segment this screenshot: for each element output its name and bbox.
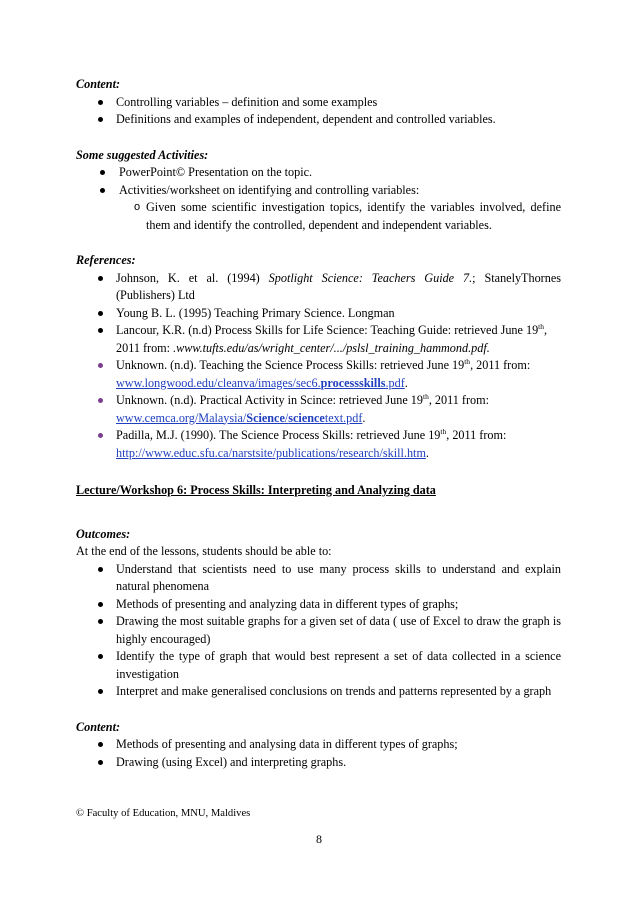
page-number: 8 — [316, 832, 322, 846]
outcomes-heading: Outcomes: — [76, 526, 131, 541]
lecture-title-block — [76, 482, 561, 500]
circle-bullet-icon: o — [134, 201, 141, 213]
sub-list-item: o Given some scientific investigation topics, identify the variables involved, define them and identify the controlled, dependent and independent variables. — [134, 200, 561, 232]
content-section-2 — [76, 719, 561, 772]
list-item: PowerPoint© Presentation on the topic. — [76, 164, 561, 182]
outcomes-intro: At the end of the lessons, students should be able to: — [76, 544, 332, 558]
list-item: Understand that scientists need to use many process skills to understand and explain natural phenomena — [76, 561, 561, 596]
references-heading: References: — [76, 253, 136, 267]
lecture-title: Lecture/Workshop 6: Process Skills: Interpreting and Analyzing data — [76, 483, 436, 497]
list-item: Definitions and examples of independent, dependent and controlled variables. — [76, 111, 561, 129]
reference-item: Johnson, K. et al. (1994) Spotlight Science: Teachers Guide 7.; StanelyThornes (Publishers) Ltd — [76, 270, 561, 305]
bullet-icon — [98, 654, 103, 659]
bullet-icon — [98, 742, 103, 747]
list-item: Drawing the most suitable graphs for a given set of data ( use of Excel to draw the graph is highly encouraged) — [76, 613, 561, 648]
bullet-icon — [98, 760, 103, 765]
list-item: Identify the type of graph that would best represent a set of data collected in a science investigation — [76, 648, 561, 683]
reference-link[interactable]: www.longwood.edu/cleanva/images/sec6.processskills.pdf — [116, 375, 405, 390]
bullet-icon — [98, 602, 103, 607]
references-section — [76, 252, 561, 462]
content-section — [76, 76, 561, 129]
list-item: Methods of presenting and analyzing data in different types of graphs; — [76, 596, 561, 614]
bullet-icon — [100, 188, 105, 193]
bullet-icon — [98, 117, 103, 122]
bullet-icon — [98, 689, 103, 694]
list-item: Activities/worksheet on identifying and controlling variables: — [76, 182, 561, 200]
bullet-icon — [98, 433, 103, 438]
list-item: Controlling variables – definition and some examples — [76, 94, 561, 112]
bullet-icon — [98, 398, 103, 403]
bullet-icon — [98, 276, 103, 281]
outcomes-section — [76, 526, 561, 701]
bullet-icon — [98, 328, 103, 333]
reference-item: Lancour, K.R. (n.d) Process Skills for Life Science: Teaching Guide: retrieved June 19th, 2011 from: .www.tufts.edu/as/wright_center/.../pslsl_training_hammond.pdf. — [76, 322, 561, 357]
reference-item: Young B. L. (1995) Teaching Primary Science. Longman — [76, 305, 561, 323]
list-item: Drawing (using Excel) and interpreting graphs. — [76, 754, 561, 772]
reference-item: Padilla, M.J. (1990). The Science Process Skills: retrieved June 19th, 2011 from: http://www.educ.sfu.ca/narstsite/publications/research/skill.htm. — [76, 427, 561, 462]
bullet-icon — [98, 311, 103, 316]
reference-url: .www.tufts.edu/as/wright_center/.../pslsl_training_hammond.pdf. — [173, 340, 490, 355]
list-item: Methods of presenting and analysing data in different types of graphs; — [76, 736, 561, 754]
bullet-icon — [98, 567, 103, 572]
content-heading: Content: — [76, 719, 121, 734]
reference-link[interactable]: www.cemca.org/Malaysia/Science/sciencetext.pdf — [116, 410, 363, 425]
bullet-icon — [100, 170, 105, 175]
activities-heading: Some suggested Activities: — [76, 147, 209, 162]
document-page — [76, 76, 561, 771]
page-footer: © Faculty of Education, MNU, Maldives — [76, 808, 251, 819]
bullet-icon — [98, 100, 103, 105]
activities-section — [76, 147, 561, 235]
content-heading: Content: — [76, 77, 121, 91]
reference-item: Unknown. (n.d). Teaching the Science Process Skills: retrieved June 19th, 2011 from: www.longwood.edu/cleanva/images/sec6.processskills.pdf. — [76, 357, 561, 392]
reference-link[interactable]: http://www.educ.sfu.ca/narstsite/publications/research/skill.htm — [116, 445, 426, 460]
bullet-icon — [98, 619, 103, 624]
reference-item: Unknown. (n.d). Practical Activity in Scince: retrieved June 19th, 2011 from: www.cemca.org/Malaysia/Science/sciencetext.pdf. — [76, 392, 561, 427]
list-item: Interpret and make generalised conclusions on trends and patterns represented by a graph — [76, 683, 561, 701]
bullet-icon — [98, 363, 103, 368]
